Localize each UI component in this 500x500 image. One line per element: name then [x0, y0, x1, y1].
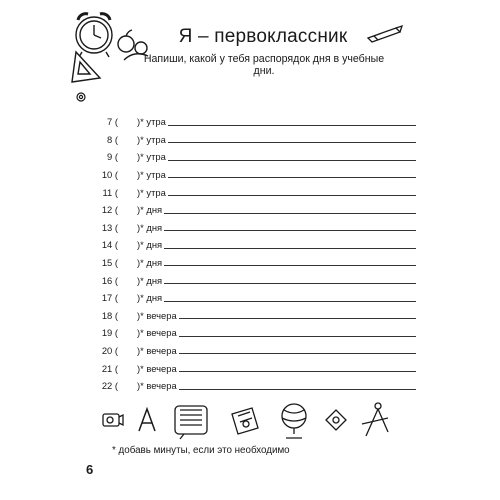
schedule-row: [96, 127, 416, 145]
time-of-day-label: )* дня: [137, 274, 163, 286]
time-of-day-label: )* утра: [137, 133, 166, 145]
hour-label: 10 (: [101, 168, 118, 180]
time-of-day-label: )* утра: [137, 186, 166, 198]
pin-icon: [76, 92, 86, 102]
time-of-day-label: )* вечера: [137, 380, 177, 392]
schedule-row: [96, 303, 416, 321]
time-of-day-label: )* вечера: [137, 327, 177, 339]
time-of-day-label: )* дня: [137, 239, 163, 251]
answer-line[interactable]: [179, 370, 416, 372]
schedule-row: [96, 338, 416, 356]
time-of-day-label: )* вечера: [137, 309, 177, 321]
hour-label: 22 (: [101, 380, 118, 392]
instruction-text: Напиши, какой у тебя распорядок дня в учебные дни.: [143, 53, 385, 77]
hour-label: 21 (: [101, 362, 118, 374]
answer-line[interactable]: [179, 352, 416, 354]
hour-label: 16 (: [101, 274, 118, 286]
hour-label: 18 (: [101, 309, 118, 321]
answer-line[interactable]: [168, 141, 416, 143]
schedule-row: [96, 179, 416, 197]
answer-line[interactable]: [164, 300, 416, 302]
schedule-row: [96, 197, 416, 215]
triangle-ruler-icon: [72, 52, 100, 82]
hour-label: 7 (: [107, 116, 118, 128]
time-of-day-label: )* вечера: [137, 362, 177, 374]
answer-line[interactable]: [168, 176, 416, 178]
schedule-row: [96, 320, 416, 338]
schedule-list: [96, 109, 416, 391]
schedule-row: [96, 373, 416, 391]
time-of-day-label: )* дня: [137, 256, 163, 268]
schedule-row: [96, 162, 416, 180]
answer-line[interactable]: [168, 159, 416, 161]
schedule-row: [96, 232, 416, 250]
school-supplies-row: [100, 398, 400, 444]
eraser-icon: [322, 408, 350, 432]
time-of-day-label: )* дня: [137, 221, 163, 233]
answer-line[interactable]: [168, 194, 416, 196]
globe-icon: [278, 400, 310, 442]
schedule-row: [96, 267, 416, 285]
schedule-row: [96, 355, 416, 373]
hour-label: 19 (: [101, 327, 118, 339]
answer-line[interactable]: [164, 212, 416, 214]
schedule-row: [96, 109, 416, 127]
schedule-row: [96, 285, 416, 303]
page-number: 6: [86, 462, 94, 477]
hour-label: 14 (: [101, 239, 118, 251]
answer-line[interactable]: [164, 264, 416, 266]
pencil-case-icon: [172, 400, 212, 440]
time-of-day-label: )* дня: [137, 204, 163, 216]
hour-label: 11 (: [102, 186, 118, 198]
time-of-day-label: )* утра: [137, 151, 166, 163]
sharpener-icon: [100, 408, 124, 432]
hour-label: 20 (: [101, 344, 118, 356]
page-title: Я – первоклассник: [178, 26, 348, 47]
letter-a-icon: [136, 406, 158, 434]
hour-label: 9 (: [107, 151, 118, 163]
answer-line[interactable]: [179, 388, 416, 390]
time-of-day-label: )* вечера: [137, 344, 177, 356]
schedule-row: [96, 250, 416, 268]
hour-label: 13 (: [101, 221, 118, 233]
footnote: * добавь минуты, если это необходимо: [112, 445, 290, 456]
answer-line[interactable]: [168, 124, 416, 126]
time-of-day-label: )* утра: [137, 116, 166, 128]
pen-icon: [366, 24, 404, 44]
compass-icon: [358, 400, 392, 440]
hour-label: 17 (: [101, 292, 118, 304]
hour-label: 15 (: [101, 256, 118, 268]
answer-line[interactable]: [164, 247, 416, 249]
hour-label: 8 (: [107, 133, 118, 145]
schedule-row: [96, 215, 416, 233]
answer-line[interactable]: [179, 335, 416, 337]
notebook-icon: [228, 404, 262, 438]
answer-line[interactable]: [164, 229, 416, 231]
time-of-day-label: )* утра: [137, 168, 166, 180]
time-of-day-label: )* дня: [137, 292, 163, 304]
schedule-row: [96, 144, 416, 162]
answer-line[interactable]: [164, 282, 416, 284]
hour-label: 12 (: [101, 204, 118, 216]
answer-line[interactable]: [179, 317, 416, 319]
